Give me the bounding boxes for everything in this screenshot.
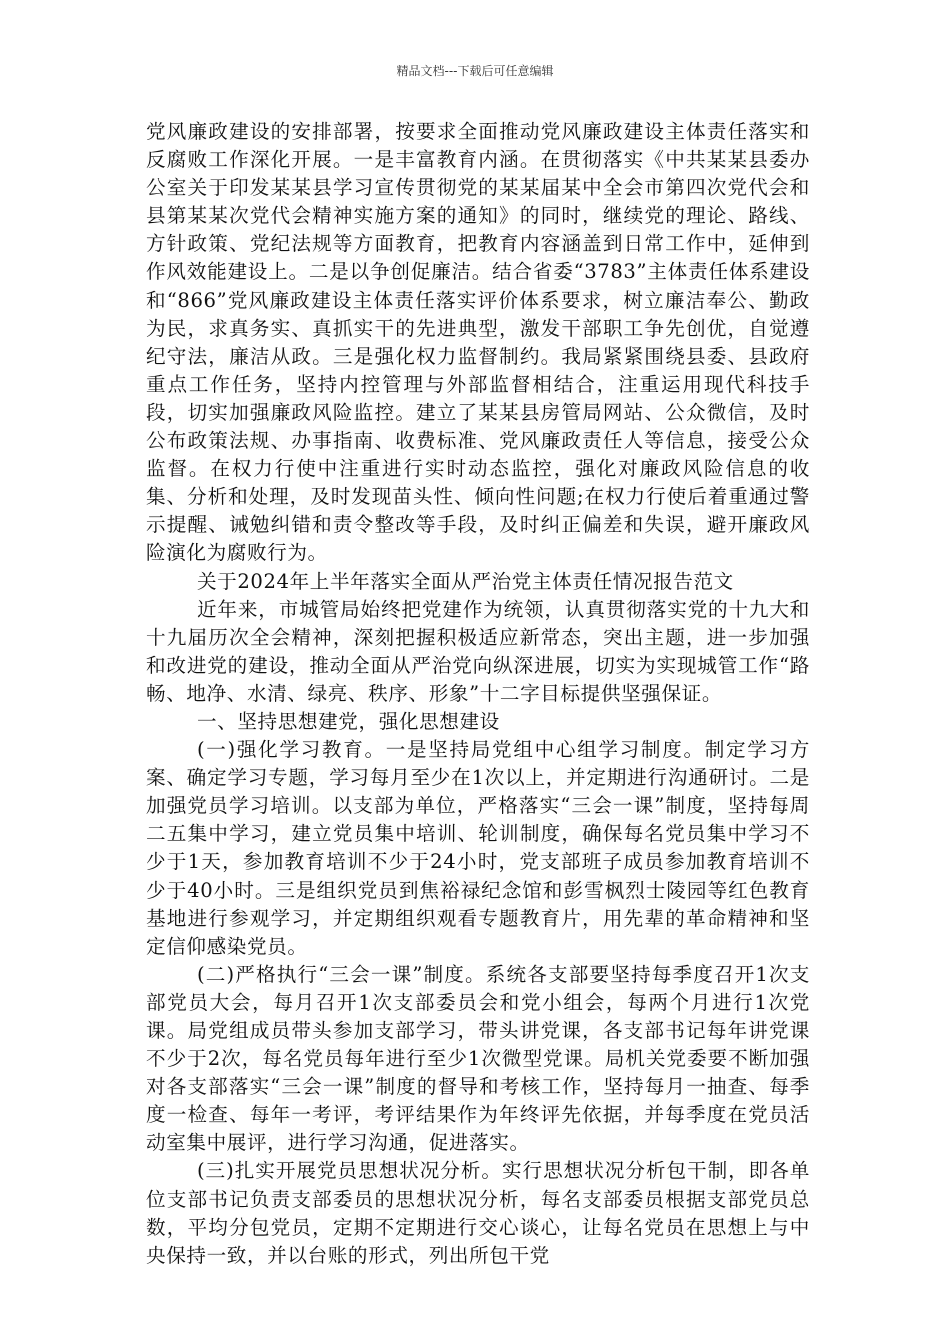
paragraph-intro: 近年来，市城管局始终把党建作为统领，认真贯彻落实党的十九大和十九届历次全会精神，深刻把握积极适应新常态，突出主题，进一步加强和改进党的建设，推动全面从严治党向纵深进展，切实为实现城管工作“路畅、地净、水清、绿亮、秩序、形象”十二字目标提供坚强保证。 (146, 597, 810, 705)
report-title: 关于2024年上半年落实全面从严治党主体责任情况报告范文 (196, 569, 734, 593)
paragraph-item-1: (一)强化学习教育。一是坚持局党组中心组学习制度。制定学习方案、确定学习专题，学习每月至少在1次以上，并定期进行沟通研讨。二是加强党员学习培训。以支部为单位，严格落实“三会一课”制度，坚持每周二五集中学习，建立党员集中培训、轮训制度，确保每名党员集中学习不少于1天，参加教育培训不少于24小时，党支部班子成员参加教育培训不少于40小时。三是组织党员到焦裕禄纪念馆和彭雪枫烈士陵园等红色教育基地进行参观学习，并定期组织观看专题教育片，用先辈的革命精神和坚定信仰感染党员。 (146, 738, 810, 958)
document-body (146, 118, 810, 1270)
paragraph-item-2: (二)严格执行“三会一课”制度。系统各支部要坚持每季度召开1次支部党员大会，每月召开1次支部委员会和党小组会，每两个月进行1次党课。局党组成员带头参加支部学习，带头讲党课，各支部书记每年讲党课不少于2次，每名党员每年进行至少1次微型党课。局机关党委要不断加强对各支部落实“三会一课”制度的督导和考核工作，坚持每月一抽查、每季度一检查、每年一考评，考评结果作为年终评先依据，并每季度在党员活动室集中展评，进行学习沟通，促进落实。 (146, 962, 810, 1155)
paragraph-continuation: 党风廉政建设的安排部署，按要求全面推动党风廉政建设主体责任落实和反腐败工作深化开展。一是丰富教育内涵。在贯彻落实《中共某某县委办公室关于印发某某县学习宣传贯彻党的某某届某中全会市第四次党代会和县第某某次党代会精神实施方案的通知》的同时，继续党的理论、路线、方针政策、党纪法规等方面教育，把教育内容涵盖到日常工作中，延伸到作风效能建设上。二是以争创促廉洁。结合省委“3783”主体责任体系建设和“866”党风廉政建设主体责任落实评价体系要求，树立廉洁奉公、勤政为民，求真务实、真抓实干的先进典型，激发干部职工争先创优，自觉遵纪守法，廉洁从政。三是强化权力监督制约。我局紧紧围绕县委、县政府重点工作任务，坚持内控管理与外部监督相结合，注重运用现代科技手段，切实加强廉政风险监控。建立了某某县房管局网站、公众微信，及时公布政策法规、办事指南、收费标准、党风廉政责任人等信息，接受公众监督。在权力行使中注重进行实时动态监控，强化对廉政风险信息的收集、分析和处理，及时发现苗头性、倾向性问题;在权力行使后着重通过警示提醒、诫勉纠错和责令整改等手段，及时纠正偏差和失误，避开廉政风险演化为腐败行为。 (146, 120, 810, 565)
paragraph-item-3: (三)扎实开展党员思想状况分析。实行思想状况分析包干制，即各单位支部书记负责支部委员的思想状况分析，每名支部委员根据支部党员总数，平均分包党员，定期不定期进行交心谈心，让每名党员在思想上与中央保持一致，并以台账的形式，列出所包干党 (146, 1159, 810, 1267)
section-heading: 一、坚持思想建党，强化思想建设 (196, 709, 500, 733)
header-note: 精品文档---下载后可任意编辑 (396, 64, 554, 78)
